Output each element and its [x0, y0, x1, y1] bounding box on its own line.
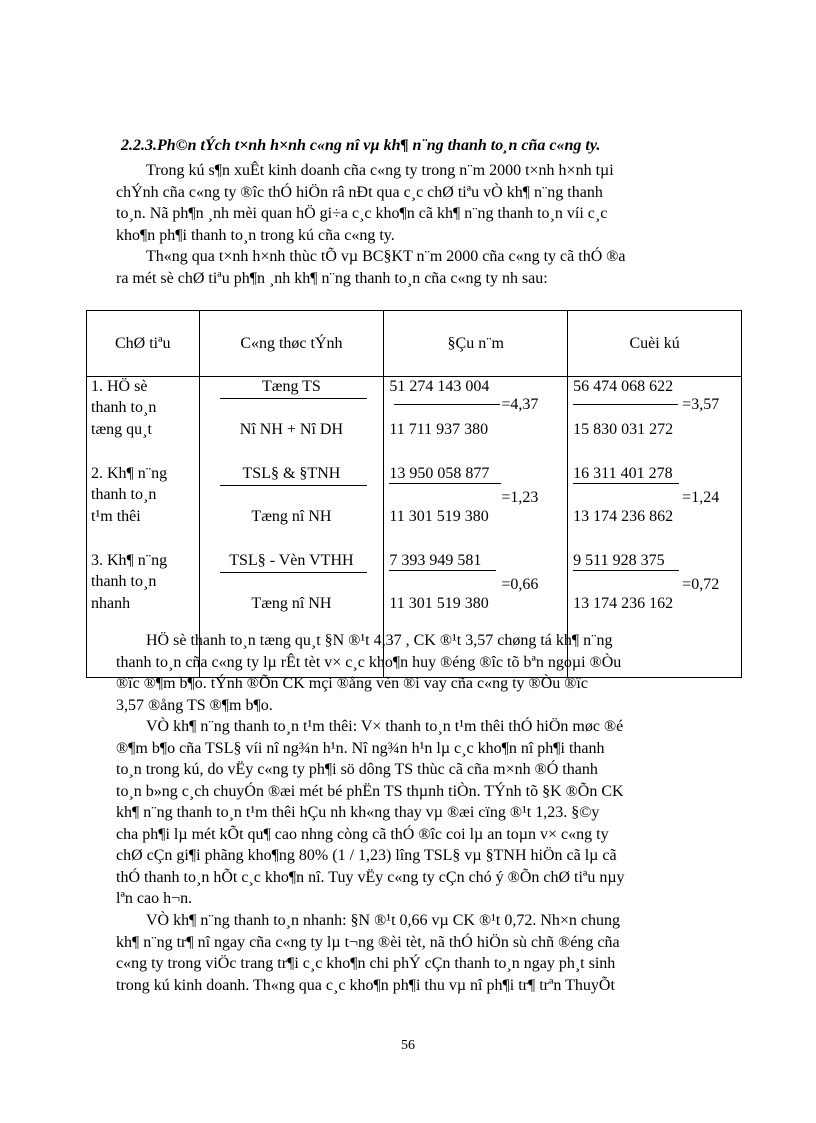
analysis-paragraph-1 — [116, 630, 742, 716]
text-line: c«ng ty trong viÖc trang tr¶i c¸c kho¶n chi phÝ cÇn thanh to¸n ngay ph¸t sinh — [116, 955, 616, 972]
text-line: VÒ kh¶ n¨ng thanh to¸n t¹m thêi: V× thanh to¸n t¹m thêi thÓ hiÖn møc ®é — [146, 718, 624, 735]
fraction-line — [573, 483, 679, 484]
end-column: 56 474 068 622 =3,57 15 830 031 272 16 311 401 278 =1,24 13 174 236 862 9 511 928 375 =0,72 13 174 236 162 — [568, 377, 742, 678]
fraction-line — [389, 570, 496, 571]
text-line: trong kú kinh doanh. Th«ng qua c¸c kho¶n ph¶i thu vµ nî ph¶i tr¶ trªn ThuyÕt — [116, 976, 615, 994]
text-line: thÓ thanh to¸n hÕt c¸c kho¶n nî. Tuy vËy c«ng ty cÇn chó ý ®Õn chØ tiªu nµy — [116, 868, 625, 886]
header-end: Cuèi kú — [568, 311, 742, 377]
header-formula: C«ng thøc tÝnh — [199, 311, 384, 377]
table-header-row — [87, 311, 742, 377]
fraction-line — [394, 404, 500, 405]
text-line: to¸n trong kú, do vËy c«ng ty ph¶i sö dông TS thùc cã cña m×nh ®Ó thanh — [116, 761, 598, 778]
liquidity-ratio-table — [86, 310, 742, 678]
text-line: ra mét sè chØ tiªu ph¶n ¸nh kh¶ n¨ng thanh to¸n cña c«ng ty nh sau: — [116, 269, 548, 287]
fraction-line — [220, 572, 368, 573]
page-number: 56 — [401, 1038, 415, 1053]
text-line: chØ cÇn gi¶i phãng kho¶ng 80% (1 / 1,23) lîng TSL§ vµ §TNH hiÖn cã lµ cã — [116, 847, 617, 864]
fraction-line — [220, 485, 368, 486]
formula-denominator: Nî NH + Nî DH — [239, 421, 344, 438]
section-heading: 2.2.3.Ph©n tÝch t×nh h×nh c«ng nî vµ kh¶ n¨ng thanh to¸n cña c«ng ty. — [121, 137, 601, 154]
fraction-line — [220, 398, 368, 399]
text-line: to¸n b»ng c¸ch chuyÓn ®æi mét bé phËn TS thµnh tiÒn. TÝnh tõ §K ®Õn CK — [116, 782, 624, 800]
formula-denominator: Tæng nî NH — [251, 595, 332, 612]
text-line: cha ph¶i lµ mét kÕt qu¶ cao nhng còng cã thÓ ®îc coi lµ an toµn v× c«ng ty — [116, 825, 609, 843]
text-line: kho¶n ph¶i thanh to¸n trong kú cña c«ng ty. — [116, 226, 395, 244]
header-indicator: ChØ tiªu — [87, 311, 200, 377]
formula-denominator: Tæng nî NH — [251, 508, 332, 525]
fraction-line — [573, 570, 679, 571]
text-line: lªn cao h¬n. — [116, 890, 193, 907]
text-line: 3,57 ®ång TS ®¶m b¶o. — [116, 696, 273, 714]
text-line: ®îc ®¶m b¶o. tÝnh ®Õn CK mçi ®ång vèn ®i vay cña c«ng ty ®Òu ®îc — [116, 675, 588, 692]
intro-paragraph-1 — [116, 160, 742, 246]
analysis-paragraph-2 — [116, 716, 742, 910]
text-line: Th«ng qua t×nh h×nh thùc tÕ vµ BC§KT n¨m 2000 cña c«ng ty cã thÓ ®a — [146, 248, 626, 265]
text-line: HÖ sè thanh to¸n tæng qu¸t §N ®¹t 4,37 , CK ®¹t 3,57 chøng tá kh¶ n¨ng — [146, 632, 613, 649]
text-line: kh¶ n¨ng tr¶ nî ngay cña c«ng ty lµ t¬ng ®èi tèt, nã thÓ hiÖn sù chñ ®éng cña — [116, 933, 620, 951]
text-line: kh¶ n¨ng thanh to¸n t¹m thêi hÇu nh kh«ng thay vµ ®æi cïng ®¹t 1,23. §©y — [116, 804, 600, 821]
text-line: ®¶m b¶o cña TSL§ víi nî ng¾n h¹n. Nî ng¾n h¹n lµ c¸c kho¶n nî ph¶i thanh — [116, 739, 605, 757]
beginning-column: 51 274 143 004 =4,37 11 711 937 380 13 950 058 877 =1,23 11 301 519 380 7 393 949 581 =0,66 11 301 519 380 — [384, 377, 568, 678]
fraction-line — [573, 404, 678, 405]
analysis-paragraph-3 — [116, 910, 742, 996]
text-line: to¸n. Nã ph¶n ¸nh mèi quan hÖ gi÷a c¸c kho¶n cã kh¶ n¨ng thanh to¸n víi c¸c — [116, 205, 608, 222]
fraction-line — [389, 483, 501, 484]
text-line: chÝnh cña c«ng ty ®îc thÓ hiÖn râ nÐt qua c¸c chØ tiªu vÒ kh¶ n¨ng thanh — [116, 183, 603, 201]
formula-numerator: Tæng TS — [262, 378, 321, 395]
text-line: thanh to¸n cña c«ng ty lµ rÊt tèt v× c¸c kho¶n huy ®éng ®îc tõ bªn ngoµi ®Òu — [116, 653, 622, 671]
text-line: Trong kú s¶n xuÊt kinh doanh cña c«ng ty trong n¨m 2000 t×nh h×nh tµi — [146, 162, 614, 179]
formula-numerator: TSL§ & §TNH — [242, 465, 341, 482]
text-line: VÒ kh¶ n¨ng thanh to¸n nhanh: §N ®¹t 0,66 vµ CK ®¹t 0,72. Nh×n chung — [146, 912, 621, 929]
indicator-column: 1. HÖ sè thanh to¸n tæng qu¸t 2. Kh¶ n¨ng thanh to¸n t¹m thêi 3. Kh¶ n¨ng thanh to¸n nhanh — [87, 377, 200, 678]
formula-numerator: TSL§ - Vèn VTHH — [229, 552, 354, 569]
header-beginning: §Çu n¨m — [384, 311, 568, 377]
intro-paragraph-2 — [116, 246, 742, 289]
